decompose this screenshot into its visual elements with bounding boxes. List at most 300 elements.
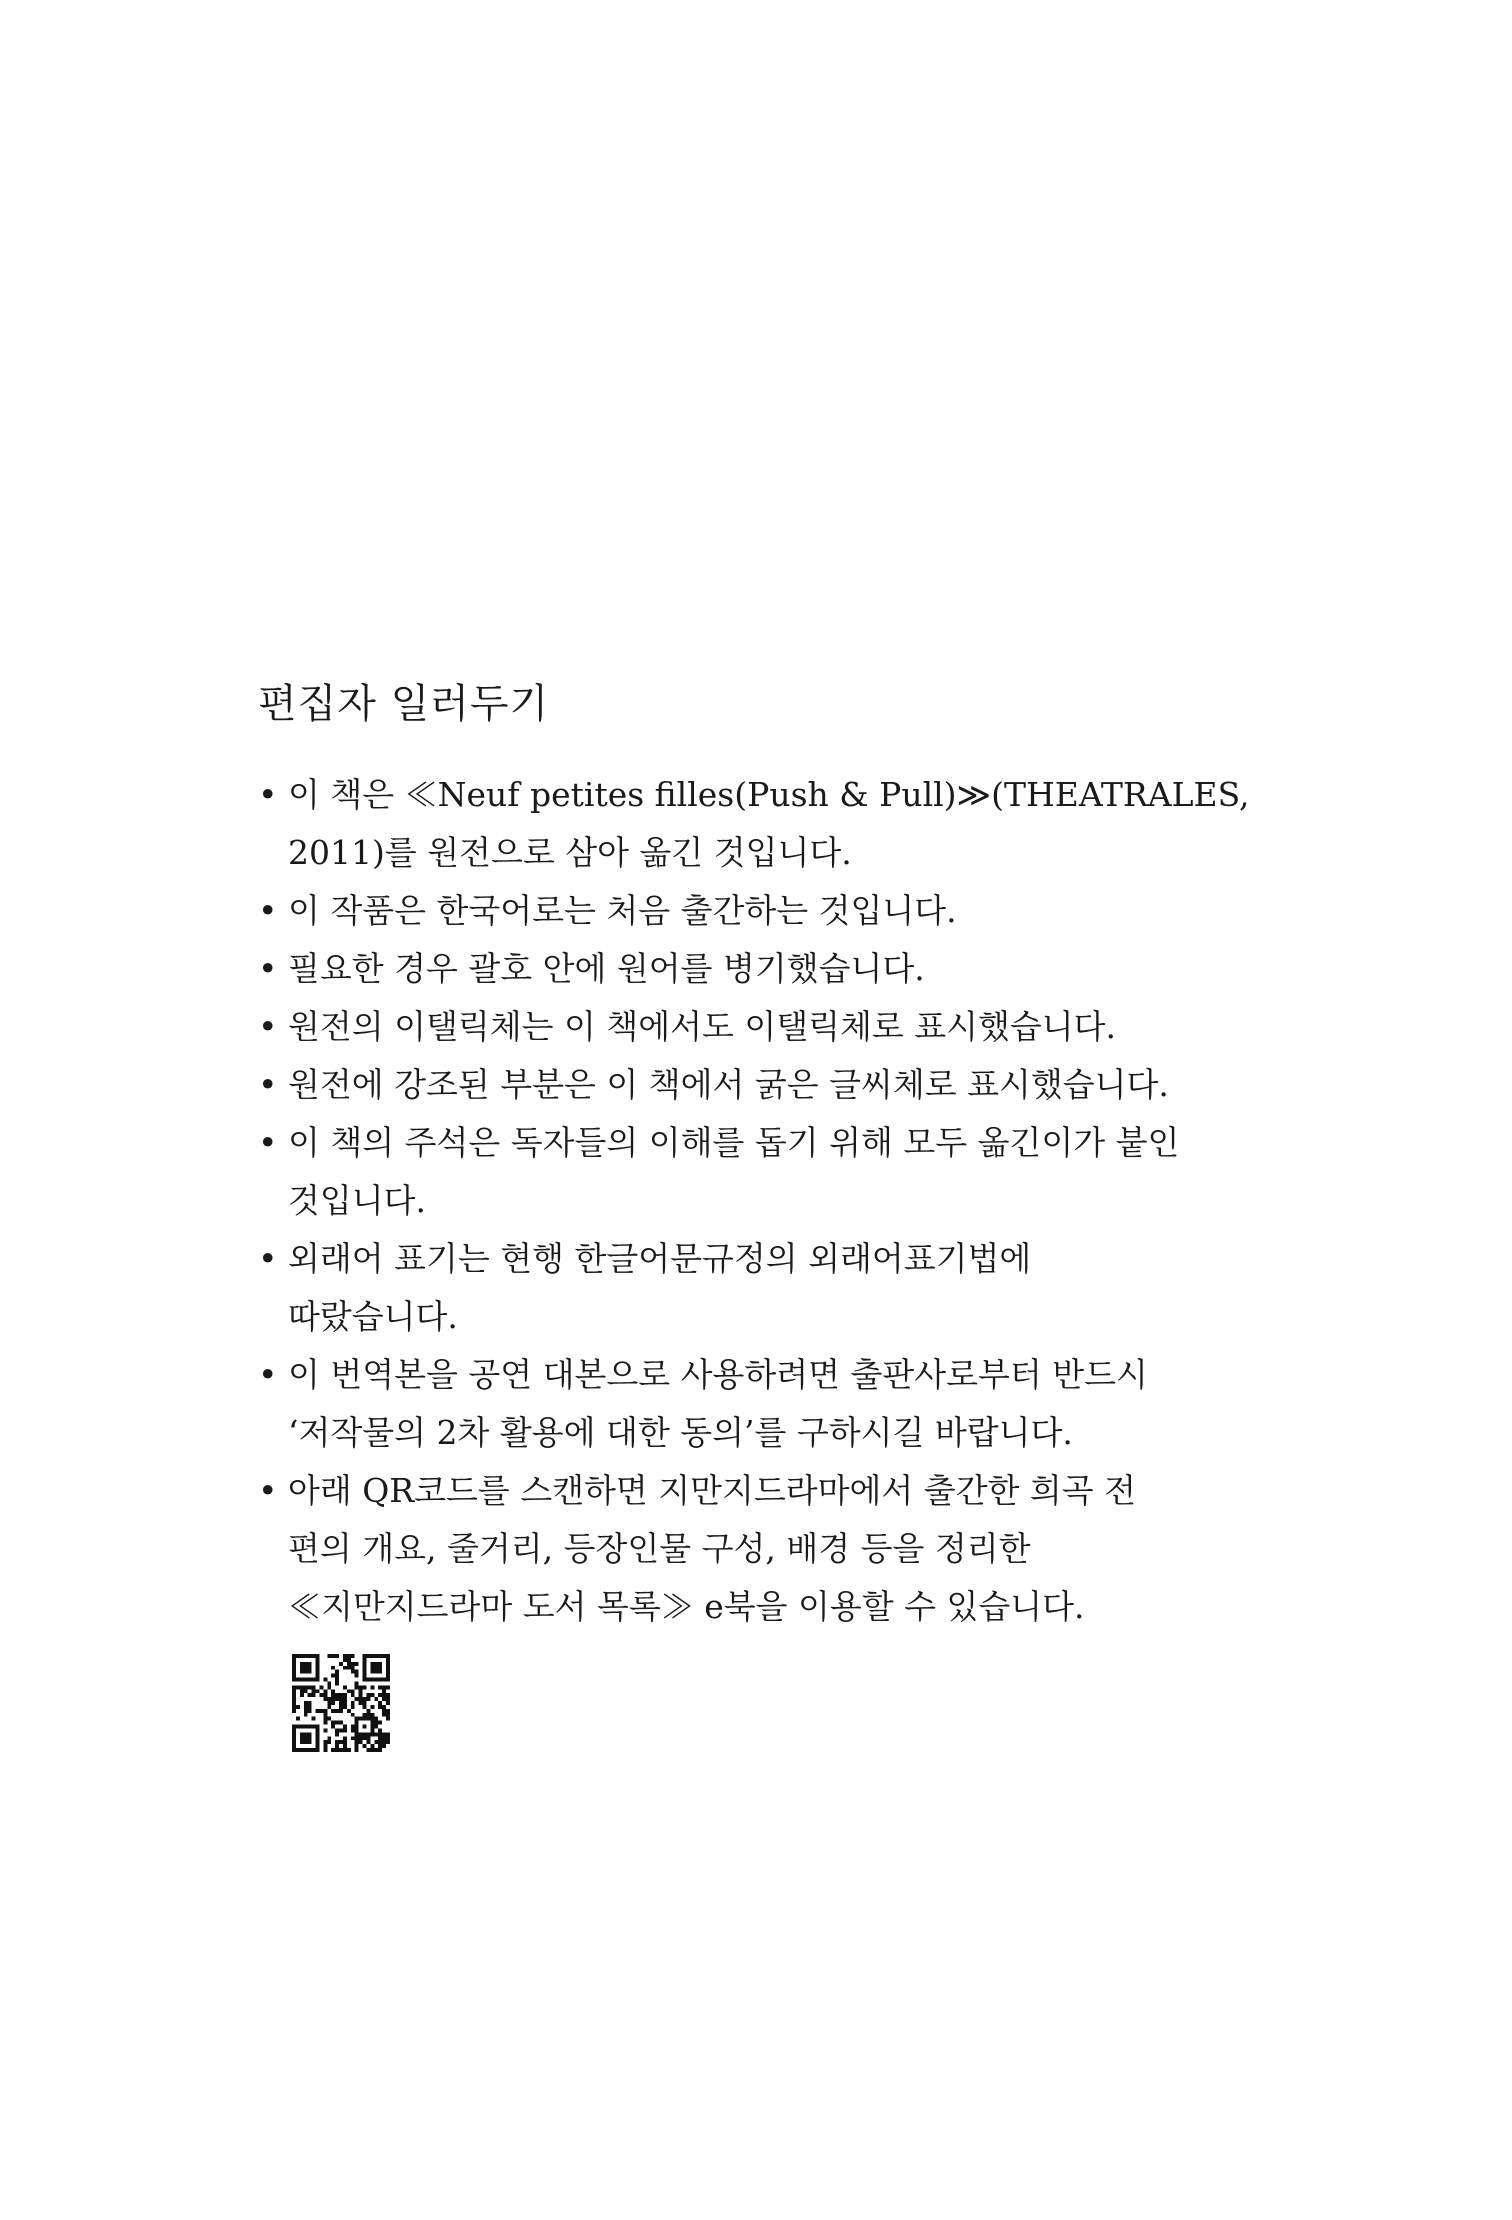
qr-module	[386, 1740, 390, 1744]
qr-module	[351, 1689, 355, 1693]
bullet-icon: •	[258, 775, 278, 814]
qr-module	[347, 1662, 351, 1666]
note-item-9	[258, 1462, 1258, 1636]
qr-module	[335, 1674, 339, 1678]
qr-module	[323, 1697, 327, 1701]
qr-module	[382, 1693, 386, 1697]
qr-module	[292, 1697, 296, 1701]
qr-module	[331, 1666, 335, 1670]
qr-module	[304, 1709, 308, 1713]
qr-module	[331, 1709, 335, 1713]
bullet-icon: •	[258, 1065, 278, 1104]
qr-module	[331, 1693, 335, 1697]
qr-module	[304, 1685, 308, 1689]
qr-module	[386, 1685, 390, 1689]
qr-module	[378, 1721, 382, 1725]
note-line: 편의 개요, 줄거리, 등장인물 구성, 배경 등을 정리한	[288, 1529, 1031, 1568]
qr-module	[300, 1693, 304, 1697]
qr-module	[316, 1666, 320, 1670]
qr-module	[339, 1705, 343, 1709]
qr-module	[296, 1678, 300, 1682]
qr-module	[323, 1678, 327, 1682]
bullet-icon: •	[258, 1007, 278, 1046]
qr-code-icon	[292, 1654, 390, 1752]
qr-module	[339, 1728, 343, 1732]
qr-module	[335, 1748, 339, 1752]
qr-module	[355, 1728, 359, 1732]
qr-module	[339, 1709, 343, 1713]
qr-module	[327, 1701, 331, 1705]
qr-module	[308, 1701, 312, 1705]
qr-module	[355, 1740, 359, 1744]
qr-module	[292, 1709, 296, 1713]
qr-module	[374, 1670, 378, 1674]
qr-module	[366, 1740, 370, 1744]
qr-module	[335, 1740, 339, 1744]
qr-module	[292, 1678, 296, 1682]
qr-module	[359, 1732, 363, 1736]
qr-module	[363, 1662, 367, 1666]
qr-module	[300, 1678, 304, 1682]
qr-module	[292, 1705, 296, 1709]
qr-module	[292, 1728, 296, 1732]
qr-module	[370, 1713, 374, 1717]
qr-module	[304, 1732, 308, 1736]
note-line: 원전의 이탤릭체는 이 책에서도 이탤릭체로 표시했습니다.	[288, 1007, 1117, 1046]
qr-module	[308, 1678, 312, 1682]
qr-module	[378, 1748, 382, 1752]
qr-module	[331, 1689, 335, 1693]
qr-module	[300, 1689, 304, 1693]
qr-code-graphic	[292, 1654, 390, 1752]
qr-module	[335, 1744, 339, 1748]
qr-module	[363, 1717, 367, 1721]
qr-module	[308, 1685, 312, 1689]
qr-module	[292, 1732, 296, 1736]
qr-module	[339, 1740, 343, 1744]
qr-module	[363, 1678, 367, 1682]
note-line: 것입니다.	[288, 1181, 427, 1220]
bullet-icon: •	[258, 1471, 278, 1510]
qr-module	[370, 1748, 374, 1752]
qr-module	[363, 1666, 367, 1670]
qr-module	[370, 1654, 374, 1658]
qr-module	[374, 1662, 378, 1666]
note-line: 이 작품은 한국어로는 처음 출간하는 것입니다.	[288, 891, 957, 930]
qr-module	[327, 1681, 331, 1685]
qr-module	[331, 1725, 335, 1729]
note-line: 이 번역본을 공연 대본으로 사용하려면 출판사로부터 반드시	[288, 1355, 1148, 1394]
qr-module	[312, 1689, 316, 1693]
qr-module	[370, 1670, 374, 1674]
qr-module	[292, 1689, 296, 1693]
note-item-8	[258, 1346, 1258, 1462]
qr-module	[316, 1728, 320, 1732]
qr-module	[366, 1693, 370, 1697]
qr-module	[363, 1736, 367, 1740]
qr-module	[316, 1725, 320, 1729]
qr-module	[308, 1736, 312, 1740]
qr-module	[335, 1678, 339, 1682]
qr-module	[366, 1678, 370, 1682]
qr-module	[323, 1709, 327, 1713]
qr-module	[370, 1728, 374, 1732]
qr-module	[366, 1654, 370, 1658]
qr-module	[386, 1678, 390, 1682]
qr-module	[347, 1658, 351, 1662]
note-line: ≪지만지드라마 도서 목록≫ e북을 이용할 수 있습니다.	[288, 1587, 1085, 1626]
qr-module	[366, 1709, 370, 1713]
qr-module	[386, 1717, 390, 1721]
qr-module	[335, 1670, 339, 1674]
qr-module	[366, 1748, 370, 1752]
qr-module	[312, 1748, 316, 1752]
qr-module	[316, 1732, 320, 1736]
qr-module	[359, 1740, 363, 1744]
note-item-6	[258, 1114, 1258, 1230]
qr-module	[370, 1732, 374, 1736]
qr-module	[343, 1697, 347, 1701]
qr-module	[339, 1721, 343, 1725]
qr-module	[363, 1658, 367, 1662]
qr-module	[386, 1674, 390, 1678]
qr-module	[363, 1705, 367, 1709]
qr-module	[316, 1670, 320, 1674]
qr-module	[323, 1728, 327, 1732]
note-item-4	[258, 998, 1258, 1056]
qr-module	[300, 1740, 304, 1744]
qr-module	[292, 1744, 296, 1748]
qr-module	[319, 1693, 323, 1697]
qr-module	[316, 1736, 320, 1740]
qr-module	[331, 1721, 335, 1725]
qr-module	[308, 1705, 312, 1709]
qr-module	[351, 1701, 355, 1705]
qr-module	[370, 1685, 374, 1689]
note-line: 아래 QR코드를 스캔하면 지만지드라마에서 출간한 희곡 전	[288, 1471, 1137, 1510]
qr-module	[308, 1666, 312, 1670]
qr-module	[355, 1681, 359, 1685]
qr-module	[308, 1740, 312, 1744]
qr-module	[374, 1697, 378, 1701]
qr-module	[327, 1740, 331, 1744]
qr-module	[382, 1678, 386, 1682]
qr-module	[355, 1725, 359, 1729]
qr-module	[355, 1744, 359, 1748]
qr-module	[339, 1701, 343, 1705]
qr-module	[319, 1709, 323, 1713]
qr-module	[312, 1654, 316, 1658]
qr-module	[323, 1689, 327, 1693]
qr-module	[355, 1721, 359, 1725]
qr-module	[378, 1728, 382, 1732]
qr-module	[355, 1717, 359, 1721]
qr-module	[355, 1662, 359, 1666]
qr-module	[347, 1709, 351, 1713]
qr-module	[308, 1748, 312, 1752]
qr-module	[374, 1725, 378, 1729]
qr-module	[382, 1713, 386, 1717]
qr-module	[339, 1693, 343, 1697]
note-line: 외래어 표기는 현행 한글어문규정의 외래어표기법에	[288, 1239, 1032, 1278]
qr-module	[355, 1748, 359, 1752]
qr-module	[382, 1685, 386, 1689]
qr-module	[382, 1654, 386, 1658]
qr-module	[359, 1717, 363, 1721]
qr-module	[366, 1717, 370, 1721]
qr-module	[355, 1697, 359, 1701]
qr-module	[366, 1713, 370, 1717]
qr-module	[363, 1697, 367, 1701]
qr-module	[374, 1666, 378, 1670]
qr-module	[343, 1748, 347, 1752]
qr-module	[312, 1693, 316, 1697]
note-line: 이 책은 ≪Neuf petites filles(Push & Pull)≫(THEATRALES,	[288, 775, 1250, 814]
qr-module	[378, 1662, 382, 1666]
qr-module	[323, 1721, 327, 1725]
qr-module	[386, 1697, 390, 1701]
qr-module	[343, 1654, 347, 1658]
qr-module	[363, 1685, 367, 1689]
note-line: 2011)를 원전으로 삼아 옮긴 것입니다.	[288, 833, 852, 872]
qr-module	[304, 1748, 308, 1752]
qr-module	[323, 1693, 327, 1697]
bullet-icon: •	[258, 949, 278, 988]
bullet-icon: •	[258, 1123, 278, 1162]
qr-module	[374, 1654, 378, 1658]
qr-module	[304, 1662, 308, 1666]
qr-module	[370, 1693, 374, 1697]
qr-module	[304, 1713, 308, 1717]
qr-module	[363, 1701, 367, 1705]
qr-module	[319, 1685, 323, 1689]
qr-module	[378, 1670, 382, 1674]
qr-module	[374, 1748, 378, 1752]
qr-module	[292, 1693, 296, 1697]
qr-module	[378, 1744, 382, 1748]
qr-module	[316, 1744, 320, 1748]
qr-module	[378, 1740, 382, 1744]
qr-module	[359, 1685, 363, 1689]
note-line: ‘저작물의 2차 활용에 대한 동의’를 구하시길 바랍니다.	[288, 1413, 1073, 1452]
qr-module	[300, 1732, 304, 1736]
qr-module	[343, 1693, 347, 1697]
qr-module	[351, 1662, 355, 1666]
qr-module	[386, 1666, 390, 1670]
qr-module	[335, 1709, 339, 1713]
qr-module	[382, 1709, 386, 1713]
qr-module	[382, 1744, 386, 1748]
qr-module	[304, 1705, 308, 1709]
qr-module	[316, 1678, 320, 1682]
qr-module	[292, 1654, 296, 1658]
qr-module	[316, 1658, 320, 1662]
qr-module	[316, 1709, 320, 1713]
qr-module	[296, 1705, 300, 1709]
qr-module	[386, 1670, 390, 1674]
qr-module	[304, 1654, 308, 1658]
qr-module	[378, 1666, 382, 1670]
qr-module	[304, 1736, 308, 1740]
qr-module	[292, 1736, 296, 1740]
qr-module	[359, 1697, 363, 1701]
qr-module	[378, 1705, 382, 1709]
qr-module	[308, 1709, 312, 1713]
qr-module	[370, 1725, 374, 1729]
qr-module	[347, 1689, 351, 1693]
qr-module	[382, 1732, 386, 1736]
qr-module	[300, 1685, 304, 1689]
qr-module	[296, 1654, 300, 1658]
qr-module	[351, 1736, 355, 1740]
qr-module	[378, 1736, 382, 1740]
qr-module	[312, 1725, 316, 1729]
qr-module	[382, 1697, 386, 1701]
qr-module	[308, 1662, 312, 1666]
qr-module	[300, 1748, 304, 1752]
qr-module	[327, 1736, 331, 1740]
qr-module	[335, 1681, 339, 1685]
qr-module	[312, 1678, 316, 1682]
qr-module	[292, 1740, 296, 1744]
note-item-7	[258, 1230, 1258, 1346]
qr-module	[370, 1666, 374, 1670]
qr-module	[378, 1685, 382, 1689]
qr-module	[296, 1685, 300, 1689]
qr-module	[339, 1662, 343, 1666]
qr-module	[312, 1685, 316, 1689]
qr-module	[316, 1674, 320, 1678]
qr-module	[308, 1732, 312, 1736]
qr-module	[339, 1697, 343, 1701]
qr-module	[327, 1697, 331, 1701]
qr-module	[316, 1654, 320, 1658]
qr-module	[292, 1748, 296, 1752]
qr-module	[308, 1725, 312, 1729]
qr-module	[370, 1721, 374, 1725]
qr-module	[327, 1705, 331, 1709]
qr-module	[331, 1748, 335, 1752]
qr-module	[296, 1725, 300, 1729]
qr-module	[300, 1725, 304, 1729]
qr-module	[300, 1736, 304, 1740]
qr-module	[292, 1670, 296, 1674]
qr-module	[300, 1670, 304, 1674]
qr-module	[370, 1678, 374, 1682]
qr-module	[296, 1717, 300, 1721]
qr-module	[300, 1654, 304, 1658]
qr-module	[347, 1654, 351, 1658]
qr-module	[355, 1732, 359, 1736]
qr-module	[366, 1697, 370, 1701]
qr-module	[335, 1728, 339, 1732]
note-item-2	[258, 882, 1258, 940]
qr-module	[355, 1670, 359, 1674]
qr-module	[363, 1670, 367, 1674]
qr-module	[343, 1705, 347, 1709]
qr-module	[382, 1689, 386, 1693]
qr-module	[323, 1717, 327, 1721]
qr-module	[316, 1662, 320, 1666]
qr-module	[366, 1732, 370, 1736]
qr-module	[323, 1740, 327, 1744]
qr-module	[316, 1748, 320, 1752]
page-heading: 편집자 일러두기	[258, 681, 550, 727]
note-item-1	[258, 766, 1258, 882]
qr-module	[296, 1748, 300, 1752]
qr-module	[378, 1654, 382, 1658]
qr-module	[323, 1748, 327, 1752]
qr-module	[312, 1717, 316, 1721]
qr-module	[343, 1736, 347, 1740]
qr-module	[351, 1666, 355, 1670]
qr-module	[386, 1658, 390, 1662]
qr-module	[359, 1736, 363, 1740]
qr-module	[304, 1666, 308, 1670]
qr-module	[355, 1736, 359, 1740]
qr-module	[386, 1713, 390, 1717]
qr-module	[335, 1654, 339, 1658]
qr-module	[327, 1685, 331, 1689]
note-line: 원전에 강조된 부분은 이 책에서 굵은 글씨체로 표시했습니다.	[288, 1065, 1169, 1104]
qr-module	[378, 1732, 382, 1736]
qr-module	[292, 1662, 296, 1666]
qr-module	[374, 1678, 378, 1682]
qr-module	[331, 1701, 335, 1705]
editor-notes-list	[258, 766, 1258, 1636]
qr-module	[292, 1658, 296, 1662]
qr-module	[370, 1705, 374, 1709]
qr-module	[378, 1693, 382, 1697]
qr-module	[292, 1725, 296, 1729]
note-line: 따랐습니다.	[288, 1297, 458, 1336]
qr-module	[300, 1662, 304, 1666]
qr-module	[343, 1744, 347, 1748]
qr-module	[343, 1701, 347, 1705]
bullet-icon: •	[258, 1239, 278, 1278]
qr-module	[308, 1670, 312, 1674]
qr-module	[363, 1732, 367, 1736]
qr-module	[323, 1744, 327, 1748]
bullet-icon: •	[258, 891, 278, 930]
qr-module	[335, 1721, 339, 1725]
qr-module	[370, 1717, 374, 1721]
qr-module	[386, 1732, 390, 1736]
note-item-5	[258, 1056, 1258, 1114]
qr-module	[363, 1654, 367, 1658]
qr-module	[323, 1713, 327, 1717]
note-item-3	[258, 940, 1258, 998]
qr-module	[304, 1725, 308, 1729]
qr-module	[327, 1717, 331, 1721]
note-line: 이 책의 주석은 독자들의 이해를 돕기 위해 모두 옮긴이가 붙인	[288, 1123, 1180, 1162]
qr-module	[351, 1705, 355, 1709]
qr-module	[374, 1740, 378, 1744]
qr-module	[300, 1666, 304, 1670]
qr-module	[378, 1678, 382, 1682]
qr-module	[347, 1748, 351, 1752]
qr-module	[292, 1701, 296, 1705]
qr-module	[359, 1701, 363, 1705]
qr-module	[343, 1728, 347, 1732]
qr-module	[363, 1725, 367, 1729]
qr-module	[386, 1736, 390, 1740]
qr-module	[351, 1728, 355, 1732]
qr-module	[316, 1689, 320, 1693]
qr-module	[335, 1693, 339, 1697]
qr-module	[382, 1740, 386, 1744]
qr-module	[351, 1654, 355, 1658]
